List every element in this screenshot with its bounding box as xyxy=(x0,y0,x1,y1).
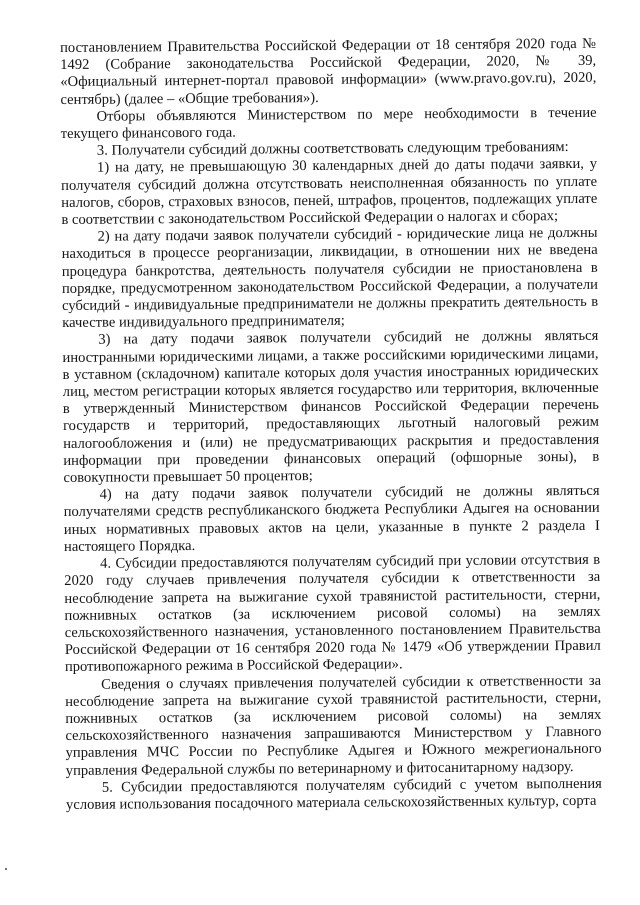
paragraph-requirement-2: 2) на дату подачи заявок получатели субсидий - юридические лица не должны находиться в процессе реорганизации, ликвидации, в отношении них не введена процедура банкротства, деятельность получателя субсидии не приостановлена в порядке, предусмотренном законодательством Российской Федерации, а получатели субсидий - индивидуальные предприниматели не должны прекратить деятельность в качестве индивидуального предпринимателя; xyxy=(61,225,599,332)
paragraph-requirement-1: 1) на дату, не превышающую 30 календарных дней до даты подачи заявки, у получателя субсидий должна отсутствовать неисполненная обязанность по уплате налогов, сборов, страховых взносов, пеней, штрафов, процентов, подлежащих уплате в соответствии с законодательством Российской Федерации о налогах и сборах; xyxy=(61,156,598,229)
paragraph-clause-5: 5. Субсидии предоставляются получателям субсидий с учетом выполнения условия использования посадочного материала сельскохозяйственных культур, сорта xyxy=(65,775,602,813)
paragraph-continuation: постановлением Правительства Российской Федерации от 18 сентября 2020 года № 1492 (Собрание законодательства Российской Федерации, 2020, № 39, «Официальный интернет-портал правовой информации» (www.pravo.gov.ru), 2020, сентябрь) (далее – «Общие требования»). xyxy=(60,35,597,108)
paragraph-clause-4: 4. Субсидии предоставляются получателям субсидий при условии отсутствия в 2020 году случаев привлечения получателя субсидии к ответственности за несоблюдение запрета на выжигание сухой травянистой растительности, стерни, пожнивных остатков (за исключением рисовой соломы) на землях сельскохозяйственного назначения, установленного постановлением Правительства Российской Федерации от 16 сентября 2020 года № 1479 «Об утверждении Правил противопожарного режима в Российской Федерации». xyxy=(64,551,601,676)
document-body xyxy=(60,36,602,814)
paragraph-information-request: Сведения о случаях привлечения получателей субсидии к ответственности за несоблюдение запрета на выжигание сухой травянистой растительности, стерни, пожнивных остатков (за исключением рисовой соломы) на землях сельскохозяйственного назначения запрашиваются Министерством у Главного управления МЧС России по Республике Адыгея и Южного межрегионального управления Федеральной службы по ветеринарному и фитосанитарному надзору. xyxy=(65,672,602,779)
paragraph-requirement-3: 3) на дату подачи заявок получатели субсидий не должны являться иностранными юридическими лицами, а также российскими юридическими лицами, в уставном (складочном) капитале которых доля участия иностранных юридических лиц, местом регистрации которых является государство или территория, включенные в утвержденный Министерством финансов Российской Федерации перечень государств и территорий, предоставляющих льготный налоговый режим налогообложения и (или) не предусматривающих раскрытия и предоставления информации при проведении финансовых операций (офшорные зоны), в совокупности превышает 50 процентов; xyxy=(62,328,600,487)
scan-speck xyxy=(5,868,7,870)
paragraph-selection-schedule: Отборы объявляются Министерством по мере необходимости в течение текущего финансового года. xyxy=(60,104,597,143)
paragraph-requirement-4: 4) на дату подачи заявок получатели субсидий не должны являться получателями средств республиканского бюджета Республики Адыгея на основании иных нормативных правовых актов на цели, указанные в пункте 2 раздела I настоящего Порядка. xyxy=(63,483,600,555)
paragraph-clause-3: 3. Получатели субсидий должны соответствовать следующим требованиям: xyxy=(96,139,569,159)
